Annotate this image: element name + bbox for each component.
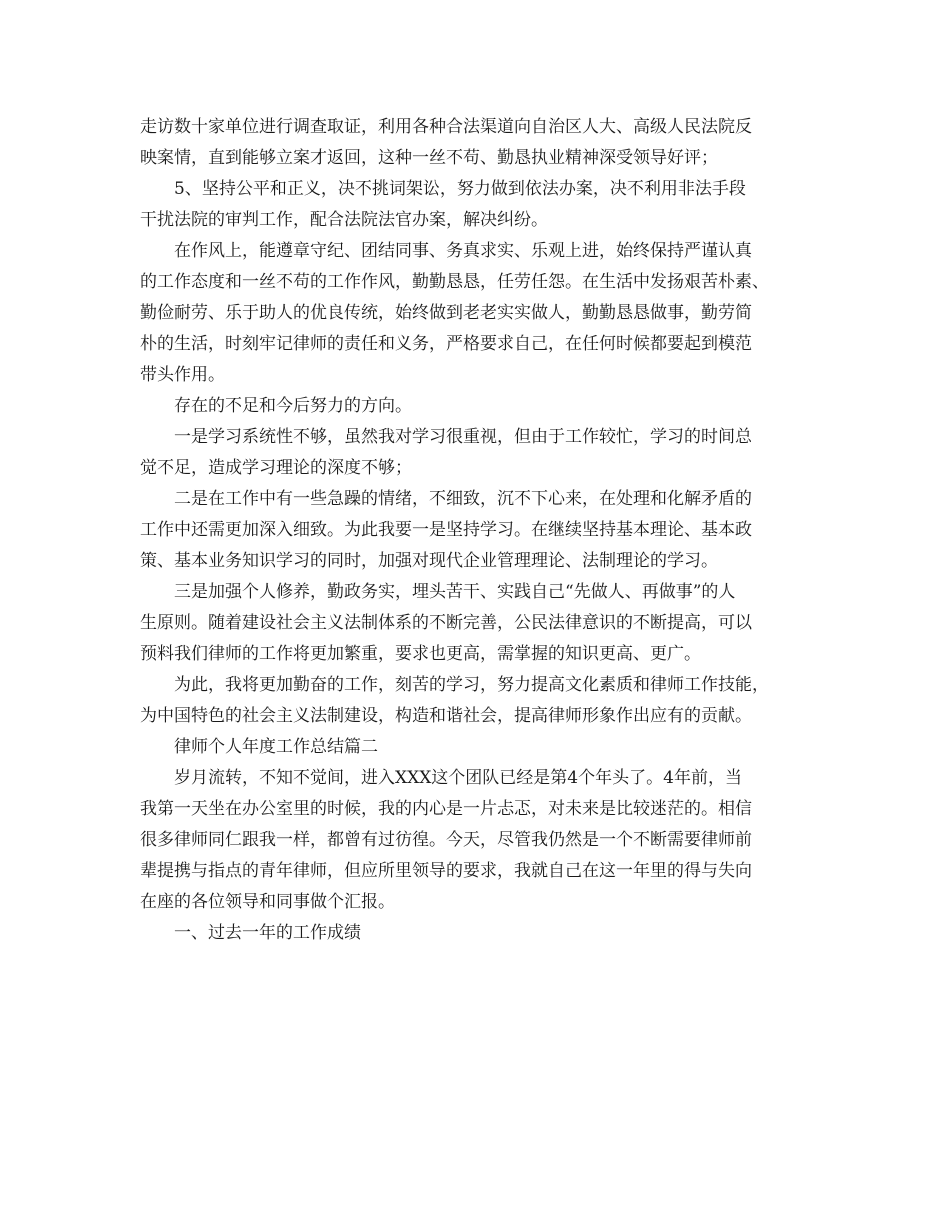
text-line: 5、坚持公平和正义，决不挑词架讼，努力做到依法办案，决不利用非法手段 <box>174 179 746 199</box>
section-heading: 律师个人年度工作总结篇二 <box>174 737 378 757</box>
text-line: 辈提携与指点的青年律师，但应所里领导的要求，我就自己在这一年里的得与失向 <box>140 861 752 881</box>
text-line: 岁月流转，不知不觉间，进入XXX这个团队已经是第4个年头了。4年前，当 <box>174 768 742 788</box>
text-line: 为中国特色的社会主义法制建设，构造和谐社会，提高律师形象作出应有的贡献。 <box>140 706 752 726</box>
text-line: 预料我们律师的工作将更加繁重，要求也更高，需掌握的知识更高、更广。 <box>140 644 701 664</box>
text-line: 一、过去一年的工作成绩 <box>174 923 361 943</box>
text-line: 觉不足，造成学习理论的深度不够； <box>140 458 412 478</box>
text-line: 映案情，直到能够立案才返回，这种一丝不苟、勤恳执业精神深受领导好评； <box>140 148 718 168</box>
text-line: 朴的生活，时刻牢记律师的责任和义务，严格要求自己，在任何时候都要起到模范 <box>140 334 752 354</box>
text-line: 存在的不足和今后努力的方向。 <box>174 396 412 416</box>
document-body <box>140 112 830 949</box>
text-line: 我第一天坐在办公室里的时候，我的内心是一片忐忑，对未来是比较迷茫的。相信 <box>140 799 752 819</box>
text-line: 带头作用。 <box>140 365 225 385</box>
text-line: 在作风上，能遵章守纪、团结同事、务真求实、乐观上进，始终保持严谨认真 <box>174 241 752 261</box>
text-line: 为此，我将更加勤奋的工作，刻苦的学习，努力提高文化素质和律师工作技能， <box>174 675 769 695</box>
text-line: 工作中还需更加深入细致。为此我要一是坚持学习。在继续坚持基本理论、基本政 <box>140 520 752 540</box>
text-line: 策、基本业务知识学习的同时，加强对现代企业管理理论、法制理论的学习。 <box>140 551 718 571</box>
text-line: 的工作态度和一丝不苟的工作作风，勤勤恳恳，任劳任怨。在生活中发扬艰苦朴素、 <box>140 272 769 292</box>
text-line: 生原则。随着建设社会主义法制体系的不断完善，公民法律意识的不断提高，可以 <box>140 613 752 633</box>
text-line: 很多律师同仁跟我一样，都曾有过彷徨。今天，尽管我仍然是一个不断需要律师前 <box>140 830 752 850</box>
text-line: 勤俭耐劳、乐于助人的优良传统，始终做到老老实实做人，勤勤恳恳做事，勤劳简 <box>140 303 752 323</box>
text-line: 一是学习系统性不够，虽然我对学习很重视，但由于工作较忙，学习的时间总 <box>174 427 752 447</box>
text-line: 走访数十家单位进行调查取证，利用各种合法渠道向自治区人大、高级人民法院反 <box>140 117 752 137</box>
text-line: 干扰法院的审判工作，配合法院法官办案，解决纠纷。 <box>140 210 548 230</box>
text-line: 在座的各位领导和同事做个汇报。 <box>140 892 395 912</box>
text-line: 二是在工作中有一些急躁的情绪，不细致，沉不下心来，在处理和化解矛盾的 <box>174 489 752 509</box>
text-line: 三是加强个人修养，勤政务实，埋头苦干、实践自己“先做人、再做事”的人 <box>174 582 736 602</box>
